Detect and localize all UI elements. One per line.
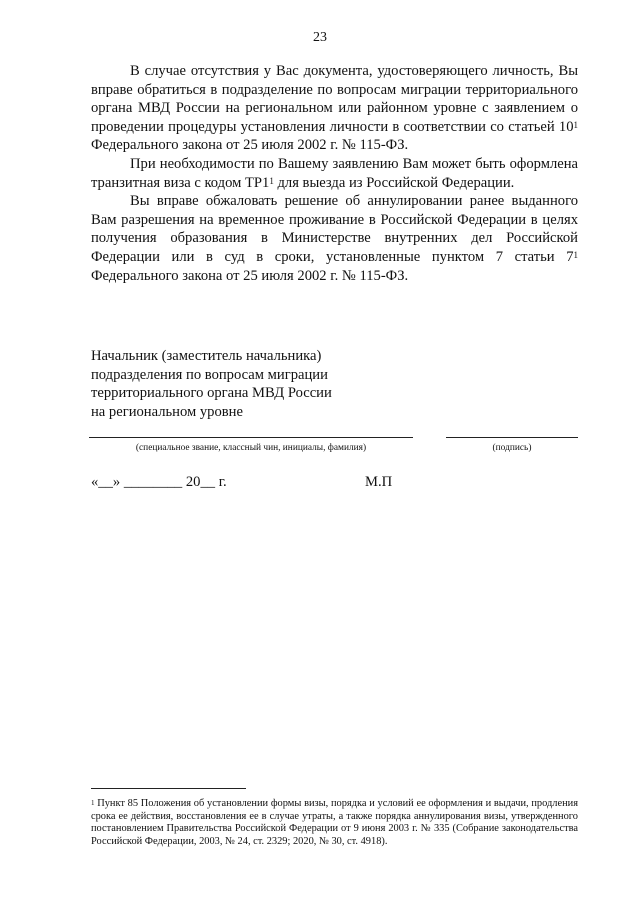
paragraph-text: В случае отсутствия у Вас документа, удостоверяющего личность, Вы вправе обратиться в подразделение по вопросам миграции территориального органа МВД России на региональном или районном уровне с заявлением о проведении процедуры установления личности в соответствии со статьей 10 <box>91 63 578 135</box>
paragraph-transit-visa <box>91 155 578 192</box>
footnote-mark: 1 <box>91 799 95 807</box>
page-number: 23 <box>313 30 327 45</box>
document-body <box>91 62 578 285</box>
signature-line <box>446 437 578 438</box>
signer-line: территориального органа МВД России <box>91 385 332 402</box>
date-field: «__» ________ 20__ г. <box>91 474 227 490</box>
rank-name-caption: (специальное звание, классный чин, инициалы, фамилия) <box>135 443 367 453</box>
paragraph-identity-document <box>91 62 578 155</box>
seal-placeholder: М.П <box>365 474 393 490</box>
footnote <box>91 798 578 848</box>
signer-line: подразделения по вопросам миграции <box>91 366 328 383</box>
paragraph-appeal <box>91 192 578 285</box>
footnote-reference: 1 <box>573 119 578 130</box>
paragraph-text: При необходимости по Вашему заявлению Вам может быть оформлена транзитная виза с кодом ТР1 <box>91 155 578 191</box>
paragraph-text-end: Федерального закона от 25 июля 2002 г. № 115-ФЗ. <box>91 137 409 154</box>
paragraph-text-end: для выезда из Российской Федерации. <box>273 174 515 191</box>
footnote-reference: 1 <box>573 249 578 260</box>
paragraph-text: Вы вправе обжаловать решение об аннулировании ранее выданного Вам разрешения на временное проживание в Российской Федерации в целях получения образования в Министерстве внутренних дел Российской Федерации или в суд в сроки, установленные пунктом 7 статьи 7 <box>91 193 578 265</box>
signer-block <box>91 347 332 421</box>
signer-line: Начальник (заместитель начальника) <box>91 348 322 364</box>
footnote-reference: 1 <box>269 175 274 186</box>
signature-caption: (подпись) <box>492 443 532 453</box>
signer-line: на региональном уровне <box>91 403 243 420</box>
rank-name-line <box>89 437 413 438</box>
footnote-text: Пункт 85 Положения об установлении формы визы, порядка и условий ее оформления и выдачи, продления срока ее действия, восстановления ее в случае утраты, а также порядка аннулирования визы, утвержденного постановлением Правительства Российской Федерации от 9 июня 2003 г. № 335 (Собрание законодательства Российской Федерации, 2003, № 24, ст. 2329; 2020, № 30, ст. 4918). <box>91 798 578 847</box>
footnote-separator <box>91 788 246 789</box>
paragraph-text-end: Федерального закона от 25 июля 2002 г. № 115-ФЗ. <box>91 267 409 284</box>
